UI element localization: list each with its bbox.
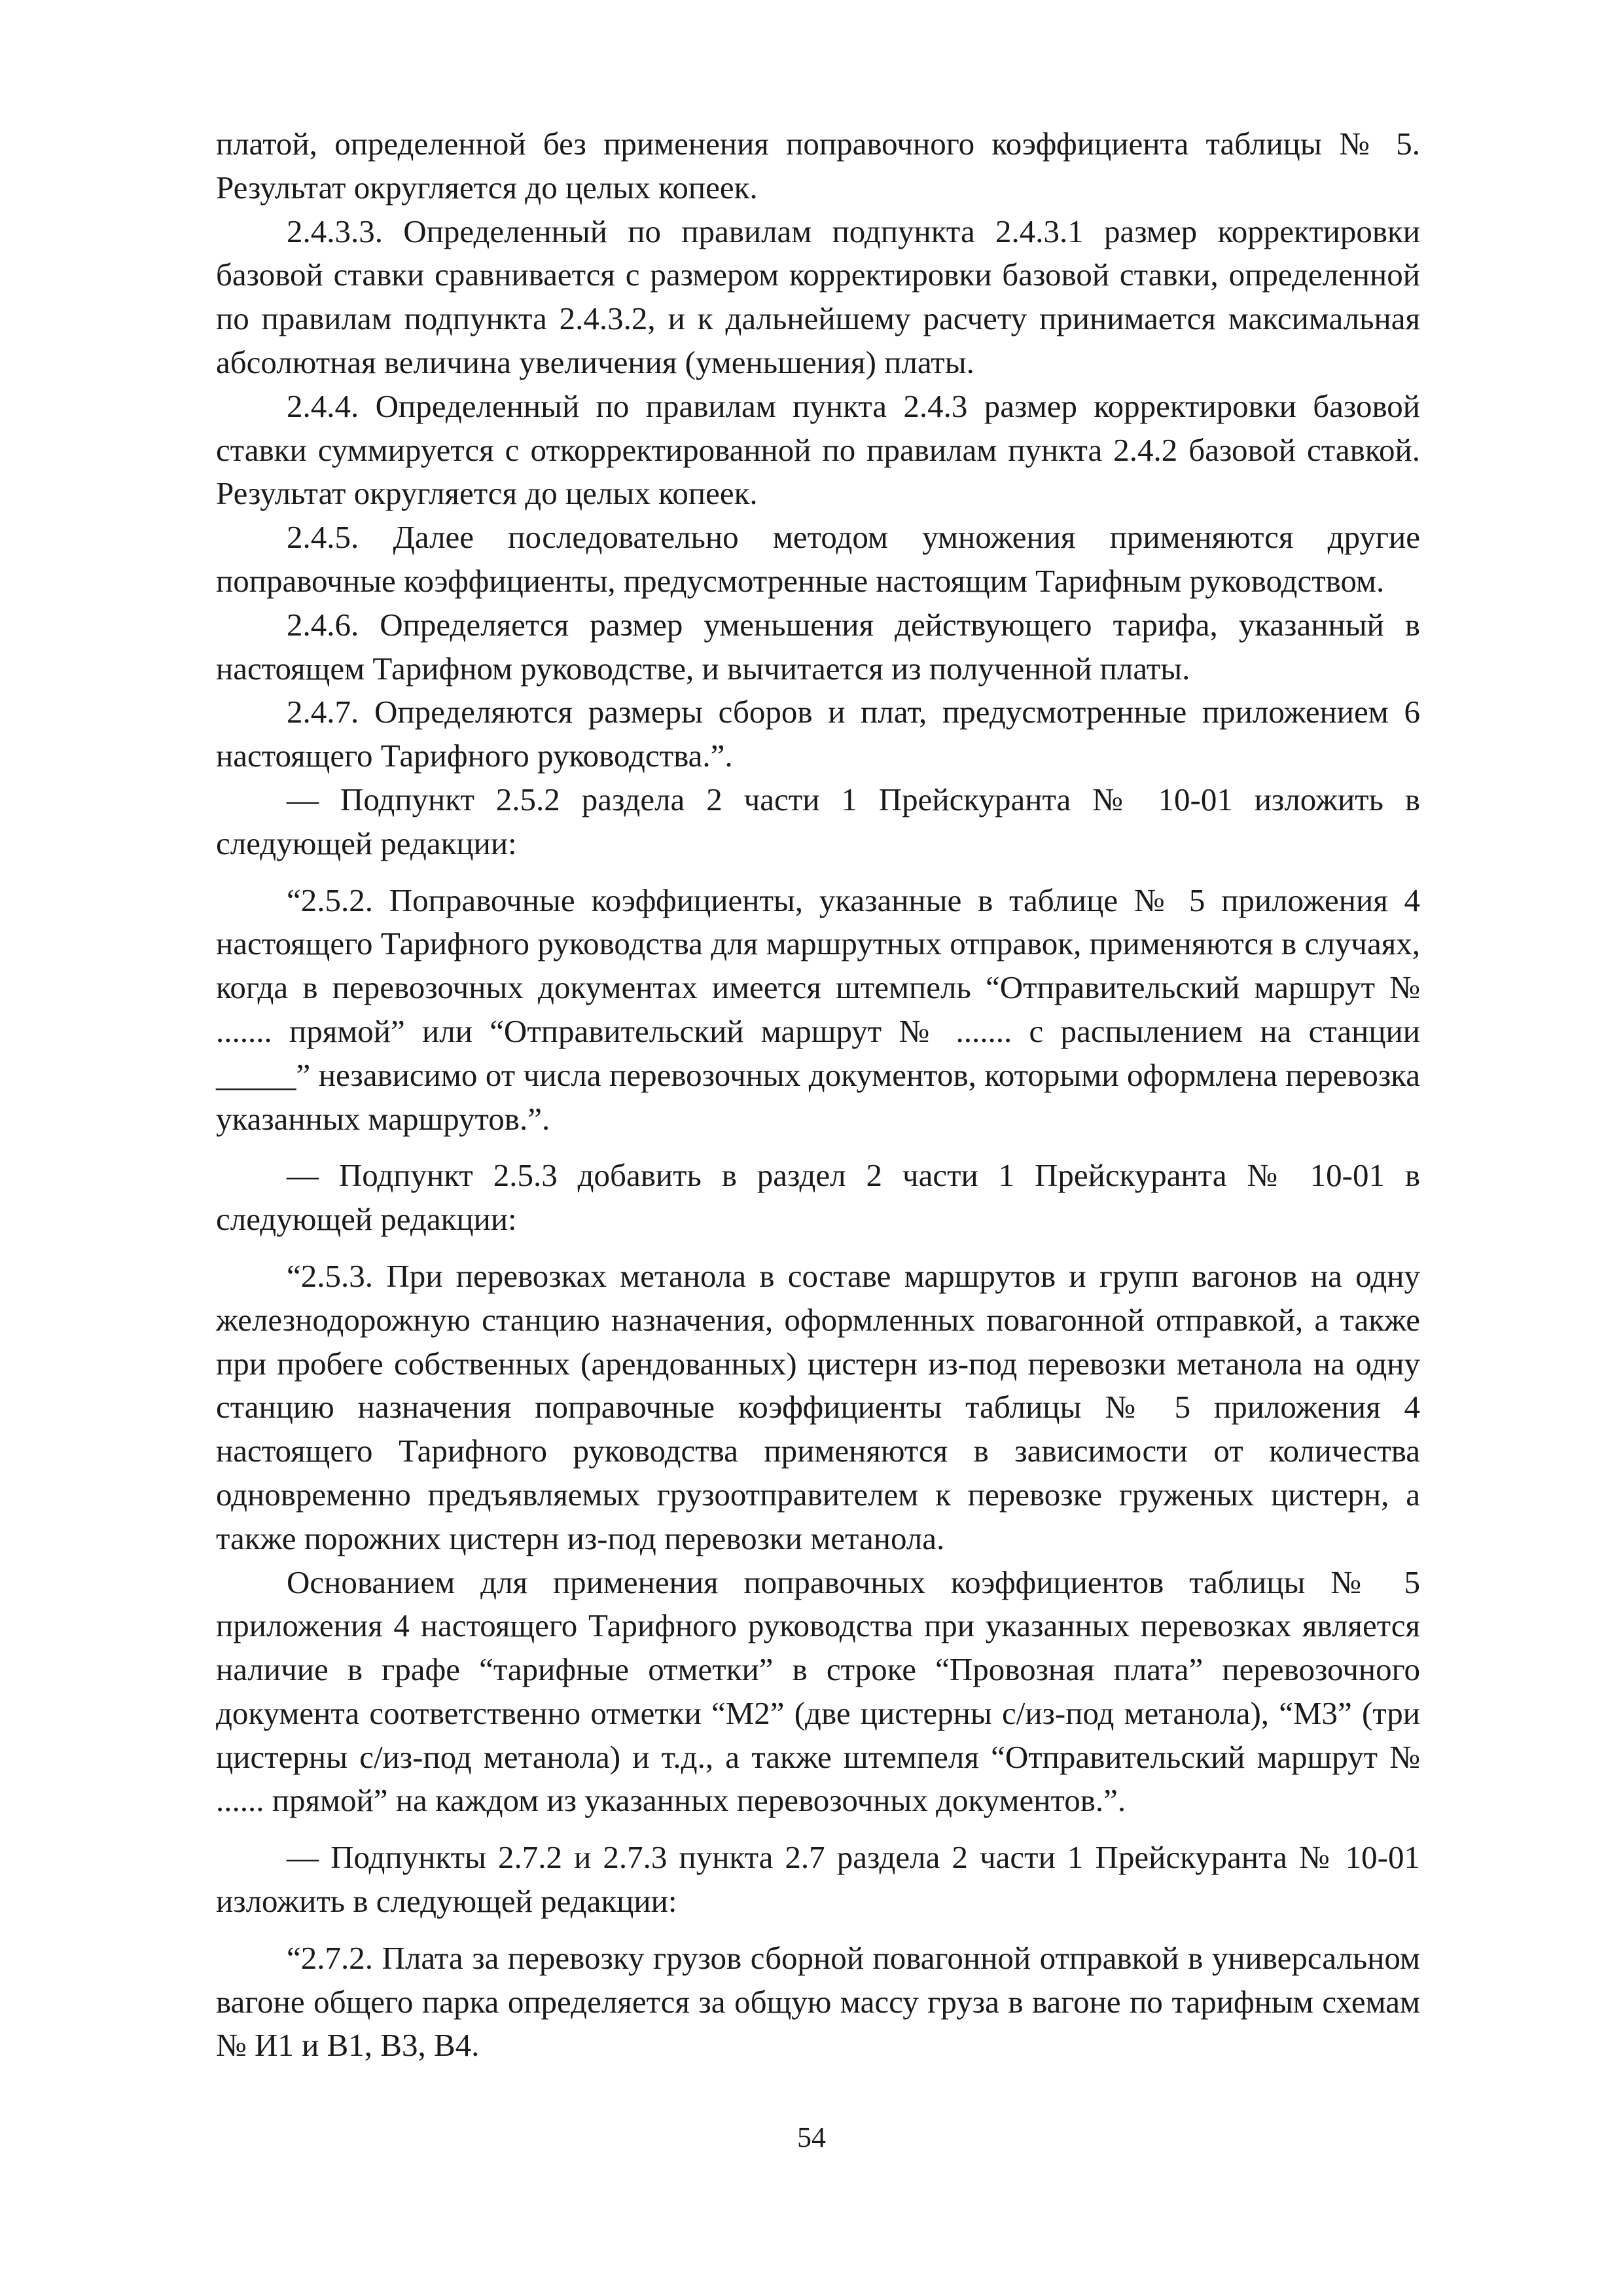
paragraph-2-4-3-3: 2.4.3.3. Определенный по правилам подпункта 2.4.3.1 размер корректировки базовой ставки сравнивается с размером корректировки базовой ставки, определенной по правилам подпункта 2.4.3.2, и к дальнейшему расчету принимается максимальная абсолютная величина увеличения (уменьшения) платы. (216, 213, 1420, 380)
paragraph-2-4-6: 2.4.6. Определяется размер уменьшения действующего тарифа, указанный в настоящем Тарифном руководстве, и вычитается из полученной платы. (216, 606, 1420, 687)
instruction-2-7: — Подпункты 2.7.2 и 2.7.3 пункта 2.7 раздела 2 части 1 Прейскуранта № 10-01 изложить в следующей редакции: (216, 1839, 1420, 1920)
paragraph-2-4-7: 2.4.7. Определяются размеры сборов и плат, предусмотренные приложением 6 настоящего Тарифного руководства.”. (216, 694, 1420, 774)
paragraph-continuation: платой, определенной без применения поправочного коэффициента таблицы № 5. Результат округляется до целых копеек. (216, 126, 1420, 206)
paragraph-2-5-3: “2.5.3. При перевозках метанола в составе маршрутов и групп вагонов на одну железнодорожную станцию назначения, оформленных повагонной отправкой, а также при пробеге собственных (арендованных) цистерн из-под перевозки метанола на одну станцию назначения поправочные коэффициенты таблицы № 5 приложения 4 настоящего Тарифного руководства применяются в зависимости от количества одновременно предъявляемых грузоотправителем к перевозке груженых цистерн, а также порожних цистерн из-под перевозки метанола. (216, 1257, 1420, 1556)
instruction-2-5-3: — Подпункт 2.5.3 добавить в раздел 2 части 1 Прейскуранта № 10-01 в следующей редакции: (216, 1157, 1420, 1238)
instruction-2-5-2: — Подпункт 2.5.2 раздела 2 части 1 Прейскуранта № 10-01 изложить в следующей редакции: (216, 781, 1420, 861)
page-number: 54 (797, 2121, 826, 2153)
paragraph-2-5-2: “2.5.2. Поправочные коэффициенты, указанные в таблице № 5 приложения 4 настоящего Тарифного руководства для маршрутных отправок, применяются в случаях, когда в перевозочных документах имеется штемпель “Отправительский маршрут № ....... прямой” или “Отправительский маршрут № ....... с распылением на станции _____” независимо от числа перевозочных документов, которыми оформлена перевозка указанных маршрутов.”. (216, 882, 1420, 1137)
paragraph-2-4-4: 2.4.4. Определенный по правилам пункта 2.4.3 размер корректировки базовой ставки суммируется с откорректированной по правилам пункта 2.4.2 базовой ставкой. Результат округляется до целых копеек. (216, 387, 1420, 512)
document-body (216, 122, 1420, 2068)
paragraph-2-7-2: “2.7.2. Плата за перевозку грузов сборной повагонной отправкой в универсальном вагоне общего парка определяется за общую массу груза в вагоне по тарифным схемам № И1 и В1, В3, В4. (216, 1939, 1420, 2064)
paragraph-basis: Основанием для применения поправочных коэффициентов таблицы № 5 приложения 4 настоящего Тарифного руководства при указанных перевозках является наличие в графе “тарифные отметки” в строке “Провозная плата” перевозочного документа соответственно отметки “М2” (две цистерны с/из-под метанола), “М3” (три цистерны с/из-под метанола) и т.д., а также штемпеля “Отправительский маршрут № ...... прямой” на каждом из указанных перевозочных документов.”. (216, 1564, 1420, 1819)
paragraph-2-4-5: 2.4.5. Далее последовательно методом умножения применяются другие поправочные коэффициенты, предусмотренные настоящим Тарифным руководством. (216, 519, 1420, 599)
